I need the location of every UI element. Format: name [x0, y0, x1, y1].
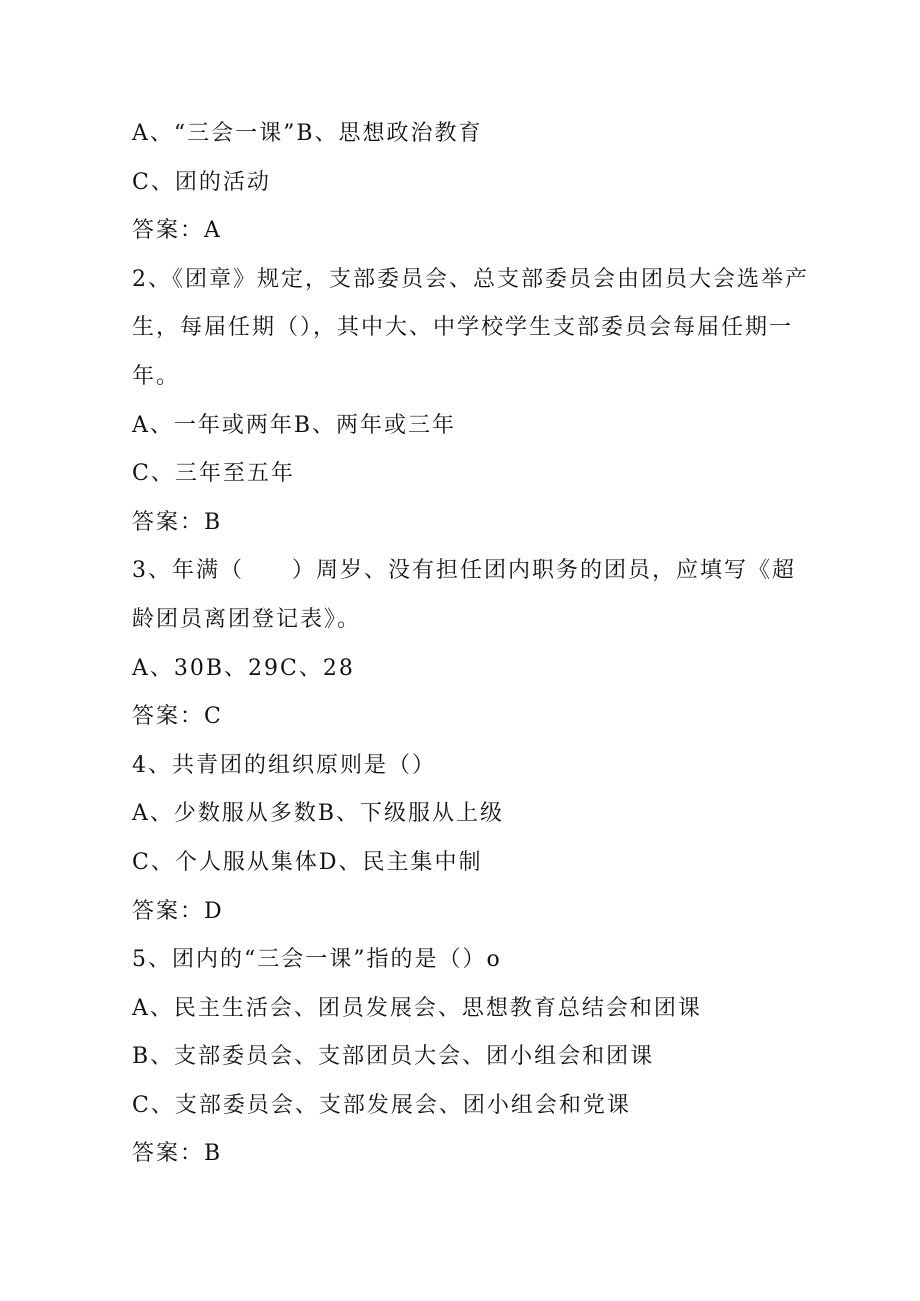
answer-line: 答案：D: [132, 898, 224, 924]
option-line: C、个人服从集体D、民主集中制: [132, 849, 483, 875]
question-line: 龄团员离团登记表》。: [132, 606, 362, 632]
answer-line: 答案：B: [132, 1141, 223, 1167]
option-line: A、少数服从多数B、下级服从上级: [132, 801, 505, 827]
option-line: A、民主生活会、团员发展会、思想教育总结会和团课: [132, 995, 702, 1021]
question-line: 2、《团章》规定，支部委员会、总支部委员会由团员大会选举产: [132, 266, 809, 292]
text-body: [132, 110, 809, 1179]
question-line: 生，每届任期（），其中大、中学校学生支部委员会每届任期一: [132, 315, 794, 341]
question-line: 年。: [132, 363, 181, 389]
question-line: 3、年满（ ）周岁、没有担任团内职务的团员，应填写《超: [132, 558, 796, 584]
answer-line: 答案：A: [132, 218, 222, 244]
option-line: A、一年或两年B、两年或三年: [132, 412, 457, 438]
option-line: A、30B、29C、28: [132, 655, 355, 681]
option-line: A、“三会一课”B、思想政治教育: [132, 121, 483, 146]
option-line: C、三年至五年: [132, 461, 295, 487]
question-line: 4、共青团的组织原则是（）: [132, 752, 436, 778]
option-line: C、团的活动: [132, 169, 271, 195]
option-line: C、支部委员会、支部发展会、团小组会和党课: [132, 1092, 631, 1118]
answer-line: 答案：C: [132, 704, 223, 730]
option-line: B、支部委员会、支部团员大会、团小组会和团课: [132, 1044, 655, 1070]
question-line: 5、团内的“三会一课”指的是（）o: [132, 947, 502, 973]
answer-line: 答案：B: [132, 509, 223, 535]
